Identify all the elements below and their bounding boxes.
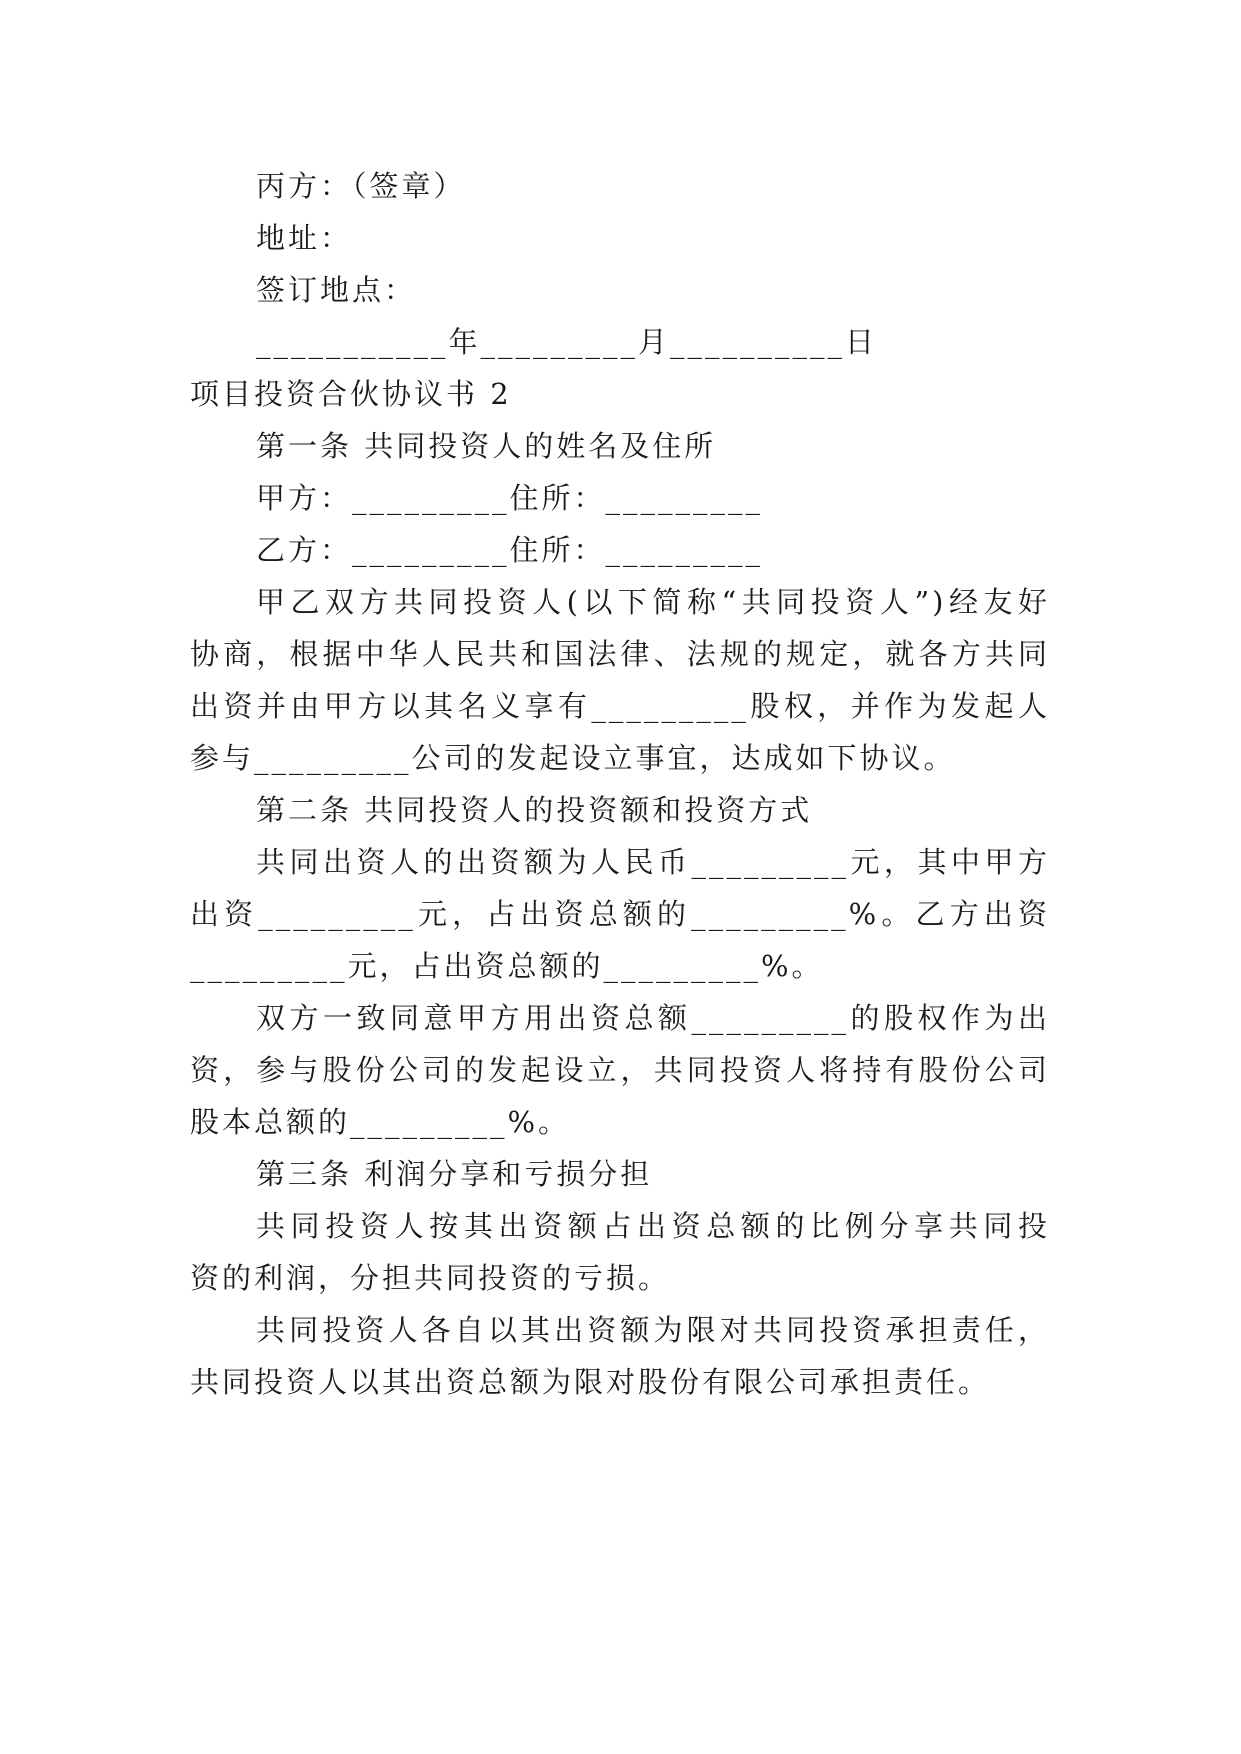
paragraph-line: 资，参与股份公司的发起设立，共同投资人将持有股份公司 [190,1053,1050,1087]
paragraph-line: 协商，根据中华人民共和国法律、法规的规定，就各方共同 [190,637,1050,671]
paragraph-line: _________元，占出资总额的_________%。 [190,949,824,983]
article-1-heading: 第一条 共同投资人的姓名及住所 [256,429,717,463]
paragraph-line: 共同出资人的出资额为人民币_________元，其中甲方 [256,845,1050,879]
address-line: 地址： [256,221,353,255]
paragraph-line: 甲乙双方共同投资人(以下简称“共同投资人”)经友好 [256,585,1050,619]
paragraph-line: 共同投资人按其出资额占出资总额的比例分享共同投 [256,1209,1050,1243]
party-a-line: 甲方：_________住所：_________ [256,481,764,515]
paragraph-line: 出资_________元，占出资总额的_________%。乙方出资 [190,897,1050,931]
date-line: ___________年_________月__________日 [256,325,878,359]
paragraph-line: 资的利润，分担共同投资的亏损。 [190,1261,671,1295]
paragraph-line: 股本总额的_________%。 [190,1105,571,1139]
section-title: 项目投资合伙协议书 2 [190,377,512,411]
party-b-line: 乙方：_________住所：_________ [256,533,764,567]
party-c-signature-line: 丙方：（签章） [256,169,466,203]
paragraph-line: 共同投资人各自以其出资额为限对共同投资承担责任， [256,1313,1050,1347]
paragraph-line: 参与_________公司的发起设立事宜，达成如下协议。 [190,741,956,775]
signing-place-line: 签订地点： [256,273,417,307]
paragraph-line: 出资并由甲方以其名义享有_________股权，并作为发起人 [190,689,1050,723]
article-2-heading: 第二条 共同投资人的投资额和投资方式 [256,793,813,827]
article-3-heading: 第三条 利润分享和亏损分担 [256,1157,653,1191]
paragraph-line: 共同投资人以其出资总额为限对股份有限公司承担责任。 [190,1365,991,1399]
paragraph-line: 双方一致同意甲方用出资总额_________的股权作为出 [256,1001,1050,1035]
